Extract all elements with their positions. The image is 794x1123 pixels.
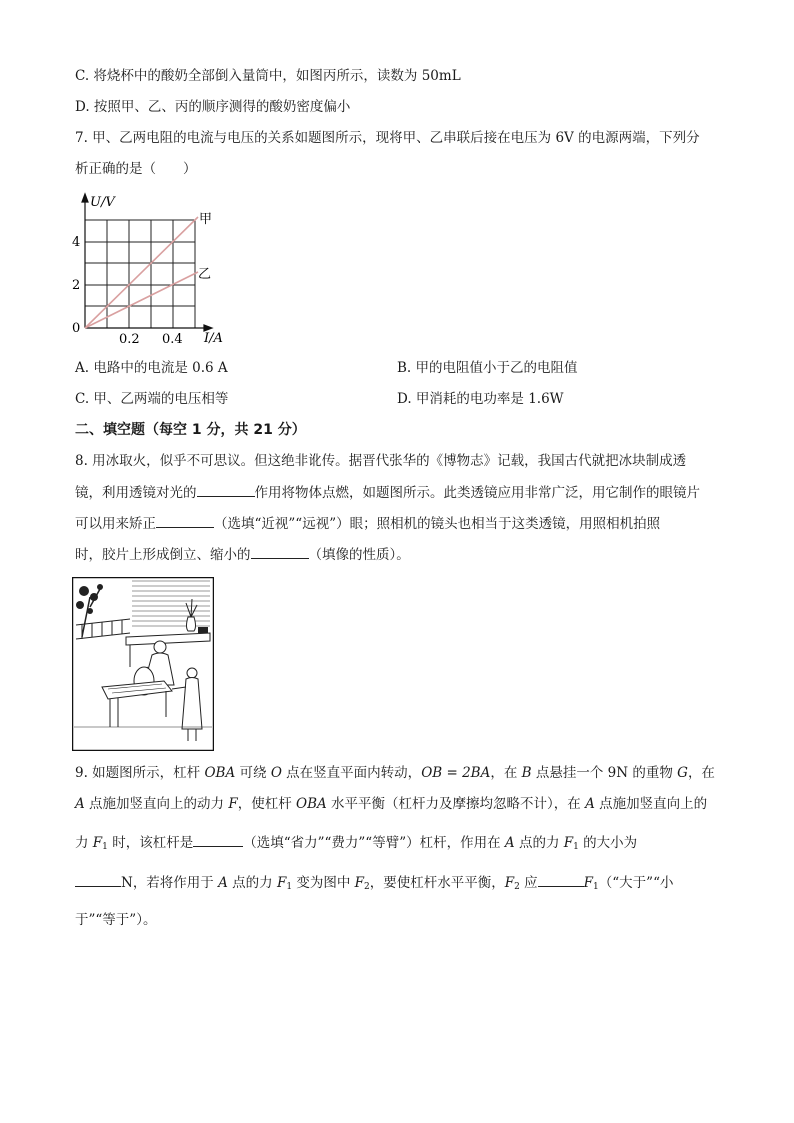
q9-text: 水平平衡（杠杆力及摩擦均忽略不计），在 [326,796,586,812]
q9-text: 点在竖直平面内转动， [281,765,422,781]
var-a: A [504,835,515,851]
answer-blank[interactable] [251,544,309,559]
var-f2: F [504,875,515,891]
q9-text: 时，该杠杆是 [107,835,194,851]
x-axis-label: I/A [204,331,223,346]
var-oba: OBA [204,765,236,781]
q9-text: ，在 [490,765,522,781]
q9-line1 [75,763,715,783]
q7-option-a: A. 电路中的电流是 0.6 A [75,360,228,376]
q9-line2 [75,794,707,814]
q9-text: 9. 如题图所示，杠杆 [75,765,205,781]
answer-blank[interactable] [197,482,255,497]
y-tick-2: 2 [72,278,81,293]
q9-line5: 于”“等于”）。 [75,912,157,928]
q8-text: （填像的性质）。 [308,547,410,563]
y-tick-0: 0 [72,321,81,336]
line-jia [85,217,198,328]
var-a: A [75,796,85,812]
answer-blank[interactable] [193,832,243,847]
label-yi: 乙 [198,267,212,282]
q9-text: 力 [75,835,93,851]
equation-ob-2ba: OB = 2BA [421,765,491,781]
q9-text: ，使杠杆 [237,796,297,812]
q9-text: 变为图中 [292,875,355,891]
q9-text: 应 [519,875,538,891]
q8-text: 镜，利用透镜对光的 [75,485,197,501]
q9-line4 [75,872,674,897]
var-g: G [677,765,688,781]
q9-text: 点施加竖直向上的 [594,796,708,812]
var-f1: F [563,835,574,851]
q8-line2 [75,482,700,503]
q9-line3 [75,832,637,857]
q7-option-d: D. 甲消耗的电功率是 1.6W [397,391,564,407]
subscript: 1 [593,882,599,892]
q9-text: 点悬挂一个 9N 的重物 [531,765,678,781]
q9-text: （选填“省力”“费力”“等臂”）杠杆，作用在 [243,835,505,851]
q6-option-d: D. 按照甲、乙、丙的顺序测得的酸奶密度偏小 [75,99,351,115]
y-tick-4: 4 [72,235,81,250]
subscript: 1 [286,882,293,892]
subscript: 2 [514,882,520,892]
q9-text: 点的力 [227,875,277,891]
q9-text: N，若将作用于 [121,875,219,891]
q8-ice-lens-illustration [72,577,214,751]
q7-stem-line1: 7. 甲、乙两电阻的电流与电压的关系如题图所示，现将甲、乙串联后接在电压为 6V 的电源两端，下列分 [75,130,700,146]
subscript: 1 [573,842,579,852]
q8-line4 [75,544,410,565]
var-f1: F [92,835,103,851]
var-f2: F [354,875,365,891]
q9-text: 点的力 [514,835,564,851]
q7-option-c: C. 甲、乙两端的电压相等 [75,391,229,407]
var-f: F [228,796,238,812]
subscript: 1 [102,842,108,852]
answer-blank[interactable] [538,872,584,887]
q7-stem-line2: 析正确的是（ ） [75,161,197,177]
q7-iu-graph [68,190,248,350]
q8-line3 [75,513,660,534]
q9-text: 可绕 [235,765,271,781]
q7-option-b: B. 甲的电阻值小于乙的电阻值 [397,360,578,376]
var-o: O [270,765,282,781]
var-f1: F [276,875,287,891]
q9-text: 的大小为 [578,835,638,851]
line-yi [85,272,198,328]
var-a: A [218,875,228,891]
subscript: 2 [364,882,370,892]
y-axis-label: U/V [90,195,115,210]
q8-text: 可以用来矫正 [75,516,156,532]
q6-option-c: C. 将烧杯中的酸奶全部倒入量筒中，如图丙所示，读数为 50mL [75,68,461,84]
var-oba: OBA [296,796,327,812]
q9-text: （“大于”“小 [598,875,674,891]
q8-line1: 8. 用冰取火，似乎不可思议。但这绝非讹传。据晋代张华的《博物志》记载，我国古代就把冰块制成透 [75,453,687,469]
section-title: 二、填空题（每空 1 分，共 21 分） [75,422,306,438]
var-b: B [521,765,532,781]
answer-blank[interactable] [75,872,121,887]
q9-text: ，在 [687,765,715,781]
q8-text: 时，胶片上形成倒立、缩小的 [75,547,251,563]
x-tick-0.2: 0.2 [119,332,140,347]
q8-text: 作用将物体点燃，如题图所示。此类透镜应用非常广泛，用它制作的眼镜片 [254,485,700,501]
q8-text: （选填“近视”“远视”）眼；照相机的镜头也相当于这类透镜，用照相机拍照 [214,516,661,532]
q9-text: 点施加竖直向上的动力 [84,796,229,812]
var-f1: F [583,875,594,891]
label-jia: 甲 [199,212,213,227]
q9-text: ，要使杠杆水平平衡， [369,875,505,891]
x-tick-0.4: 0.4 [162,332,183,347]
answer-blank[interactable] [156,513,214,528]
var-a: A [585,796,595,812]
